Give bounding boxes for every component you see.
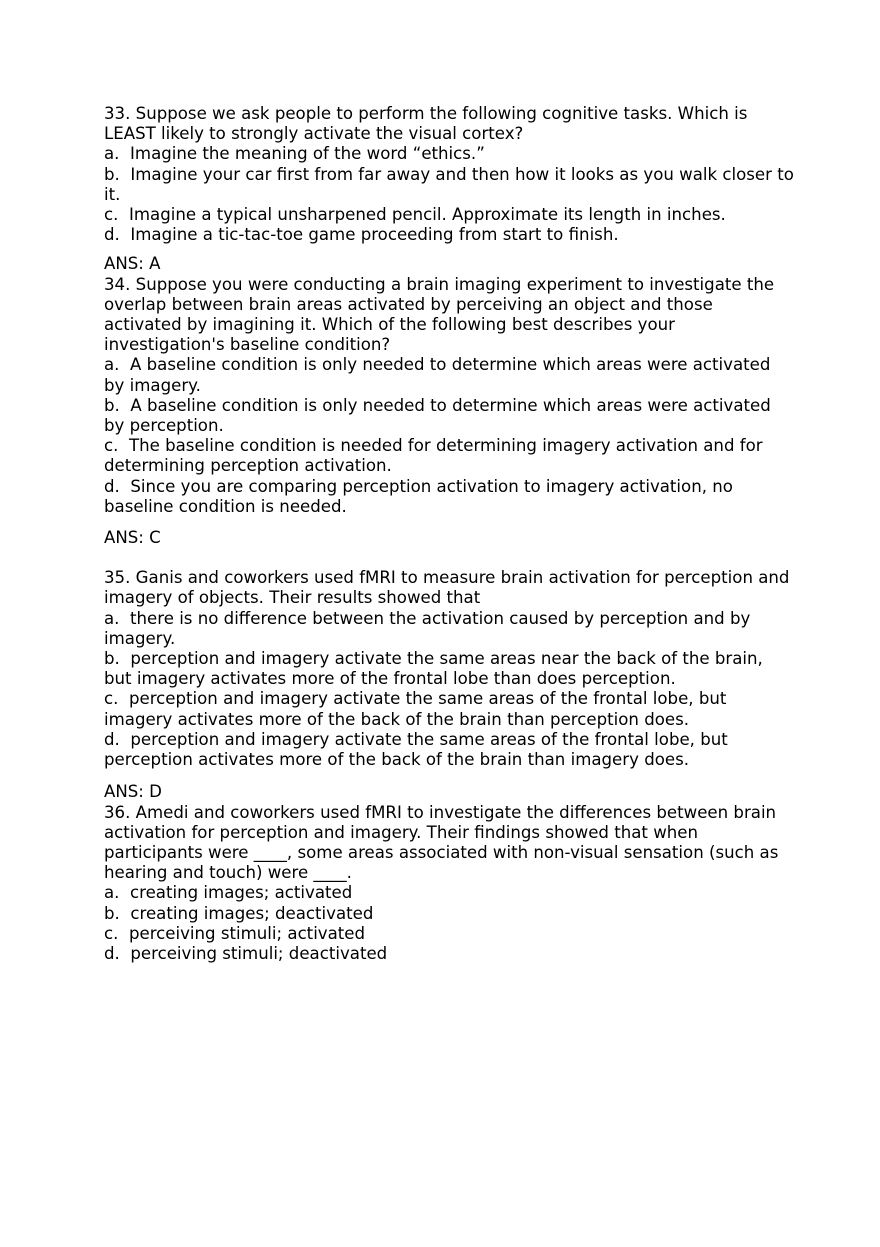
answer-34: ANS: C (104, 528, 161, 548)
question-stem: 33. Suppose we ask people to perform the following cognitive tasks. Which is LEAST likely to strongly activate the visual cortex? (104, 104, 748, 144)
option-b (104, 396, 794, 436)
option-letter: b. (104, 395, 120, 415)
option-text: there is no difference between the activation caused by perception and by imagery. (104, 608, 751, 648)
question-33 (104, 104, 794, 245)
option-letter: c. (104, 689, 119, 709)
option-d (104, 225, 794, 245)
option-letter: d. (104, 225, 120, 245)
option-text: Since you are comparing perception activation to imagery activation, no baseline condition is needed. (104, 476, 733, 516)
option-text: Imagine your car first from far away and then how it looks as you walk closer to it. (104, 164, 794, 204)
option-text: perception and imagery activate the same areas of the frontal lobe, but imagery activates more of the back of the brain than perception does. (104, 689, 727, 729)
option-text: A baseline condition is only needed to determine which areas were activated by perception. (104, 395, 771, 436)
question-stem: 35. Ganis and coworkers used fMRI to measure brain activation for perception and imagery of objects. Their results showed that (104, 568, 790, 608)
option-d (104, 944, 794, 964)
option-letter: d. (104, 729, 120, 749)
option-letter: a. (104, 144, 120, 164)
option-text: Imagine the meaning of the word “ethics.” (130, 144, 485, 164)
option-c (104, 924, 794, 944)
option-letter: b. (104, 903, 120, 923)
option-letter: a. (104, 883, 120, 903)
option-text: A baseline condition is only needed to determine which areas were activated by imagery. (104, 355, 771, 395)
option-a (104, 883, 794, 903)
option-letter: b. (104, 649, 120, 669)
option-letter: d. (104, 943, 120, 963)
answer-33: ANS: A (104, 254, 161, 274)
option-text: Imagine a tic-tac-toe game proceeding from start to finish. (130, 225, 619, 245)
option-letter: a. (104, 608, 120, 628)
option-letter: b. (104, 164, 120, 184)
option-a (104, 609, 794, 649)
option-c (104, 436, 794, 476)
question-stem: 34. Suppose you were conducting a brain imaging experiment to investigate the overlap between brain areas activated by perceiving an object and those activated by imagining it. Which of the following best describes your investigation's baseline condition? (104, 274, 775, 355)
option-b (104, 904, 794, 924)
option-letter: c. (104, 436, 119, 456)
answer-35: ANS: D (104, 782, 162, 802)
option-c (104, 205, 794, 225)
option-text: perception and imagery activate the same areas of the frontal lobe, but perception activates more of the back of the brain than imagery does. (104, 729, 728, 770)
document-page (104, 104, 794, 964)
option-b (104, 165, 794, 205)
option-a (104, 355, 794, 395)
option-a (104, 144, 794, 164)
option-letter: a. (104, 355, 120, 375)
option-text: creating images; activated (130, 883, 353, 903)
question-stem: 36. Amedi and coworkers used fMRI to investigate the differences between brain activation for perception and imagery. Their findings showed that when participants were ____, some areas associated with non-visual sensation (such as hearing and touch) were ____. (104, 802, 779, 883)
question-34 (104, 275, 794, 517)
option-text: perceiving stimuli; deactivated (130, 943, 388, 963)
option-text: The baseline condition is needed for determining imagery activation and for determining perception activation. (104, 436, 763, 476)
question-36 (104, 803, 794, 965)
option-b (104, 649, 794, 689)
option-text: Imagine a typical unsharpened pencil. Approximate its length in inches. (128, 205, 726, 225)
option-letter: c. (104, 923, 119, 943)
option-text: creating images; deactivated (130, 903, 374, 923)
option-d (104, 477, 794, 517)
option-c (104, 689, 794, 729)
option-text: perception and imagery activate the same areas near the back of the brain, but imagery activates more of the frontal lobe than does perception. (104, 649, 763, 689)
option-text: perceiving stimuli; activated (128, 923, 366, 943)
option-d (104, 730, 794, 770)
question-35 (104, 568, 794, 770)
option-letter: c. (104, 205, 119, 225)
option-letter: d. (104, 476, 120, 496)
